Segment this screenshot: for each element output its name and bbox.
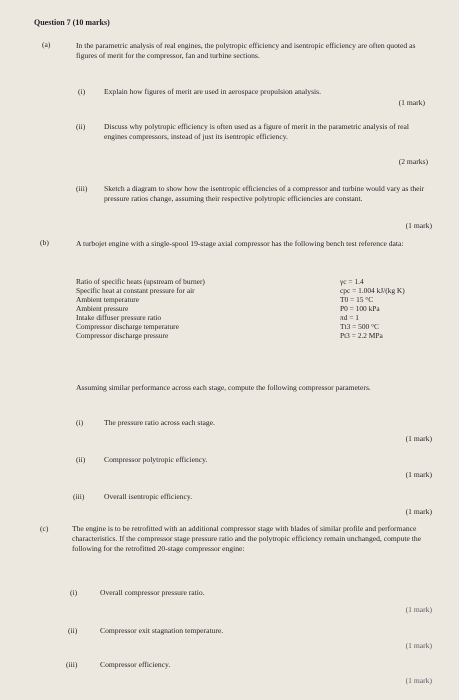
part-c-label: (c) [40,524,49,533]
part-a-iii-num: (iii) [76,184,88,193]
part-a-ii-num: (ii) [76,122,86,131]
param-name: Compressor discharge pressure [76,331,169,340]
param-value: cpc = 1.004 kJ/(kg K) [340,286,405,295]
parameter-values [340,277,450,340]
param-value: γc = 1.4 [340,277,364,286]
param-value: P0 = 100 kPa [340,304,380,313]
part-a-intro: In the parametric analysis of real engines, the polytropic efficiency and isentropic efficiency are often quoted as figures of merit for the compressor, fan and turbine sections. [76,41,416,60]
part-c-ii-marks: (1 mark) [405,641,432,650]
part-b-i-marks: (1 mark) [405,434,432,443]
part-a-ii-text: Discuss why polytropic efficiency is often used as a figure of merit in the parametric analysis of real engines compressors, instead of just its isentropic efficiency. [104,122,409,141]
part-c-i-marks: (1 mark) [405,605,432,614]
part-b-i-num: (i) [76,418,84,427]
param-value: πd = 1 [340,313,359,322]
part-b-instruction: Assuming similar performance across each stage, compute the following compressor parameters. [76,383,371,392]
part-b-iii-text: Overall isentropic efficiency. [104,492,193,501]
part-b-ii-text: Compressor polytropic efficiency. [104,455,208,464]
part-c-i-text: Overall compressor pressure ratio. [100,588,205,597]
part-b-ii-marks: (1 mark) [405,470,432,479]
part-c-iii-text: Compressor efficiency. [100,660,171,669]
part-a-iii-text: Sketch a diagram to show how the isentropic efficiencies of a compressor and turbine would vary as their pressure ratios change, assuming their respective polytropic efficiencies are constant. [104,184,425,203]
part-a-iii-marks: (1 mark) [405,221,432,230]
param-value: T0 = 15 °C [340,295,374,304]
part-c-iii-num: (iii) [66,660,78,669]
part-c-intro: The engine is to be retrofitted with an additional compressor stage with blades of similar profile and performance characteristics. If the compressor stage pressure ratio and the polytropic efficiency remain unchanged, compute the following for the retrofitted 20-stage compressor engine: [72,524,422,553]
part-b-iii-num: (iii) [73,492,85,501]
part-a-i-num: (i) [78,87,86,96]
part-a-label: (a) [42,40,51,49]
question-title: Question 7 (10 marks) [34,18,110,27]
part-c-i-num: (i) [70,588,78,597]
param-name: Ambient pressure [76,304,129,313]
parameter-names [76,277,316,340]
part-a-ii-marks: (2 marks) [398,157,428,166]
param-name: Specific heat at constant pressure for air [76,286,195,295]
param-value: Pt3 = 2.2 MPa [340,331,383,340]
part-b-iii-marks: (1 mark) [405,507,432,516]
part-b-ii-num: (ii) [76,455,86,464]
part-a-i-text: Explain how figures of merit are used in aerospace propulsion analysis. [104,87,321,96]
param-name: Ambient temperature [76,295,140,304]
part-b-intro: A turbojet engine with a single-spool 19-stage axial compressor has the following bench test reference data: [76,239,404,248]
part-a-i-marks: (1 mark) [398,98,425,107]
part-c-iii-marks: (1 mark) [405,676,432,685]
param-value: Tt3 = 500 °C [340,322,379,331]
param-name: Intake diffuser pressure ratio [76,313,162,322]
part-c-ii-num: (ii) [68,626,78,635]
param-name: Ratio of specific heats (upstream of burner) [76,277,205,286]
part-c-ii-text: Compressor exit stagnation temperature. [100,626,224,635]
part-b-i-text: The pressure ratio across each stage. [104,418,215,427]
part-b-label: (b) [40,238,49,247]
param-name: Compressor discharge temperature [76,322,179,331]
